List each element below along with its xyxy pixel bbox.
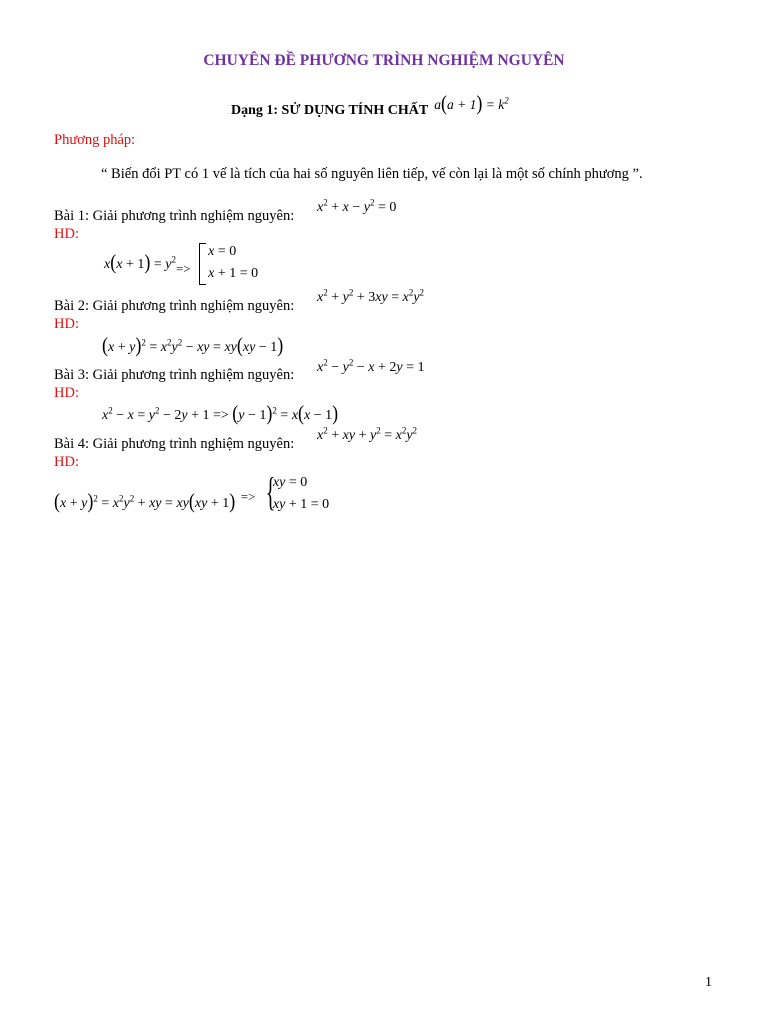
heading-formula: $a(a + 1) = k^2$ bbox=[434, 91, 509, 115]
exercise-4-hint: HD: bbox=[54, 454, 79, 470]
exercise-1-solution: $x(x + 1) = y^2=>$ x = 0 x + 1 = 0 bbox=[104, 243, 258, 287]
exercise-1-equation: $x^2 + x - y^2 = 0$ bbox=[317, 197, 397, 215]
heading-label: Dạng 1: SỬ DỤNG TÍNH CHẤT bbox=[231, 103, 429, 118]
page-number: 1 bbox=[705, 975, 712, 990]
section-heading bbox=[231, 91, 509, 119]
exercise-2-label: Bài 2: Giải phương trình nghiệm nguyên: bbox=[54, 298, 295, 314]
exercise-3-equation: $x^2 - y^2 - x + 2y = 1$ bbox=[317, 357, 425, 375]
exercise-2-solution: $(x + y)^2 = x^2y^2$ − xy = xy(xy − 1) bbox=[102, 333, 284, 357]
exercise-3-hint: HD: bbox=[54, 385, 79, 401]
method-label: Phương pháp: bbox=[54, 132, 136, 148]
exercise-4-solution: $(x + y)^2 = x^2y^2$ + xy = xy(xy + 1) => { xy = 0 xy + 1 = 0 bbox=[54, 469, 330, 514]
method-text: “ Biến đổi PT có 1 vế là tích của hai số nguyên liên tiếp, vế còn lại là một số chính phương ”. bbox=[101, 166, 643, 182]
exercise-4-equation: $x^2$ + xy + $y^2 = x^2y^2$ bbox=[317, 425, 418, 443]
exercise-4-label: Bài 4: Giải phương trình nghiệm nguyên: bbox=[54, 436, 295, 452]
exercise-3-label: Bài 3: Giải phương trình nghiệm nguyên: bbox=[54, 367, 295, 383]
exercise-2-hint: HD: bbox=[54, 316, 79, 332]
exercise-2-equation: $x^2 + y^2 + 3xy = x^2y^2$ bbox=[317, 287, 425, 305]
exercise-3-solution: $x^2 - x = y^2 - 2y + 1 => (y - 1)^2 = x(x - 1)$ bbox=[102, 401, 339, 425]
page-title: CHUYÊN ĐỀ PHƯƠNG TRÌNH NGHIỆM NGUYÊN bbox=[203, 52, 565, 69]
exercise-1-hint: HD: bbox=[54, 226, 79, 242]
exercise-4-case-brace: { xy = 0 xy + 1 = 0 bbox=[265, 469, 330, 514]
exercise-1-label: Bài 1: Giải phương trình nghiệm nguyên: bbox=[54, 208, 295, 224]
exercise-1-case-bracket: x = 0 x + 1 = 0 bbox=[208, 241, 258, 285]
